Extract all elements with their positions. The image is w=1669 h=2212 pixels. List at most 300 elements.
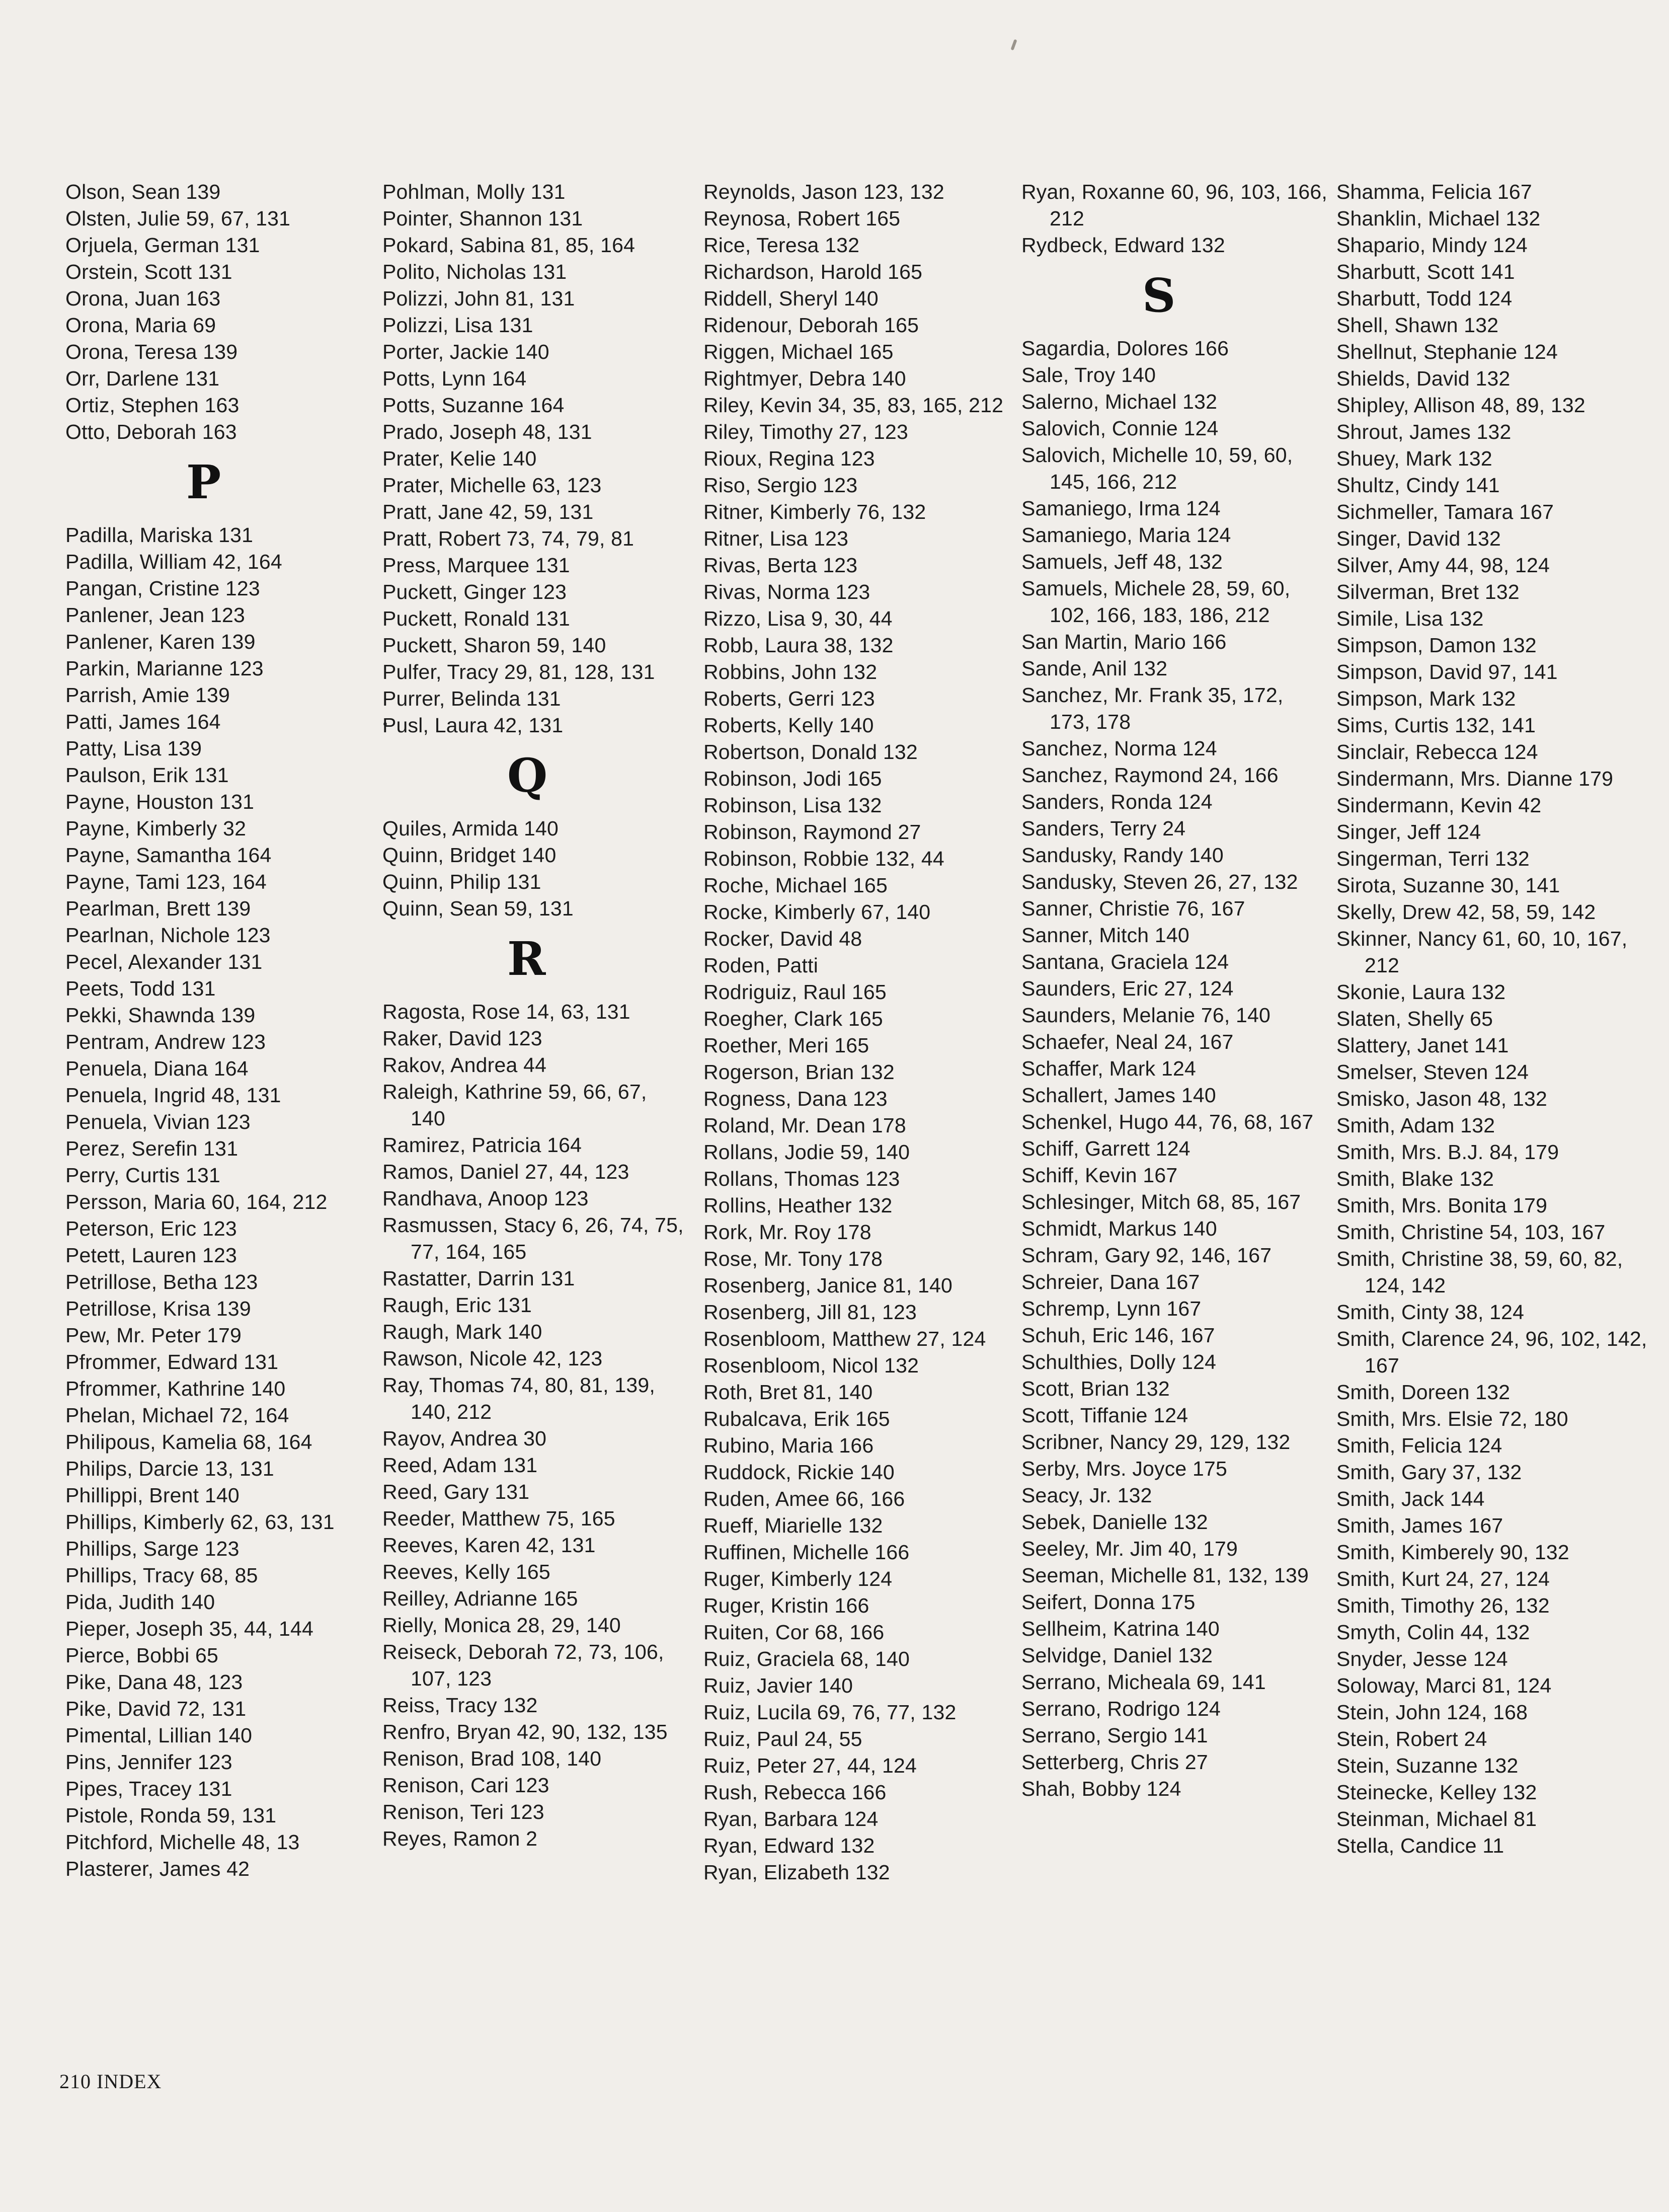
index-entry: Sims, Curtis 132, 141 xyxy=(1336,714,1536,737)
index-entry: Ruden, Amee 66, 166 xyxy=(703,1487,905,1510)
index-entry: Snyder, Jesse 124 xyxy=(1336,1647,1508,1670)
index-entry: Samuels, Michele 28, 59, 60, 102, 166, 183, 186, 212 xyxy=(1021,577,1291,627)
index-entry: Sharbutt, Todd 124 xyxy=(1336,287,1513,310)
index-entry: Pentram, Andrew 123 xyxy=(65,1030,266,1053)
index-entry: Roberts, Kelly 140 xyxy=(703,714,874,737)
index-entry: Riddell, Sheryl 140 xyxy=(703,287,879,310)
index-entry: Ragosta, Rose 14, 63, 131 xyxy=(382,1000,630,1023)
index-column-5 xyxy=(1336,179,1648,1859)
index-column-2 xyxy=(382,179,684,1852)
index-entry: Smith, Mrs. B.J. 84, 179 xyxy=(1336,1140,1559,1164)
index-entry: Shrout, James 132 xyxy=(1336,420,1512,443)
index-entry: Roether, Meri 165 xyxy=(703,1034,869,1057)
index-entry: Ramirez, Patricia 164 xyxy=(382,1133,582,1157)
section-letter: S xyxy=(1142,268,1176,323)
index-entry: Plasterer, James 42 xyxy=(65,1857,250,1880)
index-entry: Quinn, Bridget 140 xyxy=(382,844,557,867)
index-entry: Pointer, Shannon 131 xyxy=(382,207,583,230)
index-entry: Patti, James 164 xyxy=(65,710,221,733)
index-entry: Payne, Kimberly 32 xyxy=(65,817,247,840)
index-entry: Scribner, Nancy 29, 129, 132 xyxy=(1021,1430,1291,1454)
index-entry: Ramos, Daniel 27, 44, 123 xyxy=(382,1160,629,1183)
index-entry: Simpson, Mark 132 xyxy=(1336,687,1516,710)
index-entry: Pimental, Lillian 140 xyxy=(65,1724,253,1747)
index-entry: Reynosa, Robert 165 xyxy=(703,207,901,230)
index-entry: Puckett, Sharon 59, 140 xyxy=(382,634,606,657)
index-entry: Shah, Bobby 124 xyxy=(1021,1777,1181,1800)
index-entry: Paulson, Erik 131 xyxy=(65,764,229,787)
index-entry: Silverman, Bret 132 xyxy=(1336,580,1520,603)
index-entry: Slaten, Shelly 65 xyxy=(1336,1007,1493,1030)
index-entry: Ruiz, Javier 140 xyxy=(703,1674,853,1697)
index-entry: Steinman, Michael 81 xyxy=(1336,1807,1537,1830)
index-entry: Rayov, Andrea 30 xyxy=(382,1427,547,1450)
index-entry: Rioux, Regina 123 xyxy=(703,447,875,470)
index-entry: Sirota, Suzanne 30, 141 xyxy=(1336,874,1560,897)
index-entry: Rakov, Andrea 44 xyxy=(382,1053,547,1077)
index-entry: Seacy, Jr. 132 xyxy=(1021,1484,1152,1507)
index-entry: Persson, Maria 60, 164, 212 xyxy=(65,1190,328,1213)
index-entry: Olsten, Julie 59, 67, 131 xyxy=(65,207,291,230)
index-entry: Rawson, Nicole 42, 123 xyxy=(382,1347,603,1370)
index-entry: Petett, Lauren 123 xyxy=(65,1244,237,1267)
index-entry: Payne, Tami 123, 164 xyxy=(65,870,267,893)
index-entry: Rocke, Kimberly 67, 140 xyxy=(703,900,931,924)
index-entry: Rielly, Monica 28, 29, 140 xyxy=(382,1614,621,1637)
index-entry: Santana, Graciela 124 xyxy=(1021,950,1229,973)
index-entry: Orona, Juan 163 xyxy=(65,287,221,310)
index-entry: Phillippi, Brent 140 xyxy=(65,1484,240,1507)
index-entry: Shellnut, Stephanie 124 xyxy=(1336,340,1558,363)
index-entry: Slattery, Janet 141 xyxy=(1336,1034,1509,1057)
index-entry: Ryan, Barbara 124 xyxy=(703,1807,879,1830)
section-letter: Q xyxy=(507,748,548,803)
index-entry: Polito, Nicholas 131 xyxy=(382,260,567,283)
index-entry: Ruiz, Graciela 68, 140 xyxy=(703,1647,910,1670)
index-entry: Ruiz, Peter 27, 44, 124 xyxy=(703,1754,917,1777)
index-entry: Schuh, Eric 146, 167 xyxy=(1021,1324,1215,1347)
index-entry: Singer, David 132 xyxy=(1336,527,1501,550)
index-entry: Ruger, Kimberly 124 xyxy=(703,1567,893,1590)
index-entry: Peets, Todd 131 xyxy=(65,977,216,1000)
index-entry: Payne, Houston 131 xyxy=(65,790,255,813)
index-entry: Rodriguiz, Raul 165 xyxy=(703,980,887,1004)
index-entry: Rivas, Berta 123 xyxy=(703,554,858,577)
index-entry: Reilley, Adrianne 165 xyxy=(382,1587,578,1610)
index-entry: Sanchez, Raymond 24, 166 xyxy=(1021,764,1279,787)
index-entry: Shultz, Cindy 141 xyxy=(1336,474,1500,497)
index-entry: Rubino, Maria 166 xyxy=(703,1434,874,1457)
index-entry: Rogness, Dana 123 xyxy=(703,1087,888,1110)
index-entry: Smith, Kurt 24, 27, 124 xyxy=(1336,1567,1550,1590)
index-entry: Philips, Darcie 13, 131 xyxy=(65,1457,274,1480)
index-entry: Penuela, Diana 164 xyxy=(65,1057,249,1080)
index-entry: Simile, Lisa 132 xyxy=(1336,607,1484,630)
section-letter: P xyxy=(186,455,221,509)
index-entry: Reiss, Tracy 132 xyxy=(382,1694,538,1717)
index-entry: Saunders, Eric 27, 124 xyxy=(1021,977,1234,1000)
index-entry: Reeves, Kelly 165 xyxy=(382,1560,550,1583)
index-entry: Pike, David 72, 131 xyxy=(65,1697,247,1720)
index-entry: Robb, Laura 38, 132 xyxy=(703,634,894,657)
index-entry: Rosenberg, Janice 81, 140 xyxy=(703,1274,953,1297)
index-entry: Samuels, Jeff 48, 132 xyxy=(1021,550,1223,573)
index-entry: Sagardia, Dolores 166 xyxy=(1021,337,1229,360)
index-entry: Roberts, Gerri 123 xyxy=(703,687,875,710)
index-entry: Stein, John 124, 168 xyxy=(1336,1701,1528,1724)
index-entry: Renison, Teri 123 xyxy=(382,1800,544,1823)
index-entry: Schram, Gary 92, 146, 167 xyxy=(1021,1244,1272,1267)
index-entry: Pitchford, Michelle 48, 13 xyxy=(65,1830,300,1854)
index-entry: Reynolds, Jason 123, 132 xyxy=(703,180,944,203)
index-entry: Raugh, Mark 140 xyxy=(382,1320,542,1343)
index-entry: Penuela, Ingrid 48, 131 xyxy=(65,1084,281,1107)
index-entry: Rice, Teresa 132 xyxy=(703,234,860,257)
index-entry: Rogerson, Brian 132 xyxy=(703,1060,895,1084)
index-entry: Schremp, Lynn 167 xyxy=(1021,1297,1202,1320)
index-entry: Schallert, James 140 xyxy=(1021,1084,1216,1107)
index-column-4 xyxy=(1021,179,1328,1802)
index-entry: Richardson, Harold 165 xyxy=(703,260,923,283)
index-entry: Rydbeck, Edward 132 xyxy=(1021,234,1225,257)
index-entry: Reyes, Ramon 2 xyxy=(382,1827,538,1850)
index-entry: Rivas, Norma 123 xyxy=(703,580,870,603)
index-entry: Robinson, Robbie 132, 44 xyxy=(703,847,944,870)
index-entry: Simpson, Damon 132 xyxy=(1336,634,1537,657)
index-entry: Smith, Jack 144 xyxy=(1336,1487,1485,1510)
index-entry: Peterson, Eric 123 xyxy=(65,1217,237,1240)
index-entry: Phillips, Tracy 68, 85 xyxy=(65,1564,258,1587)
index-entry: Ruffinen, Michelle 166 xyxy=(703,1541,910,1564)
index-entry: Rizzo, Lisa 9, 30, 44 xyxy=(703,607,893,630)
index-entry: Serrano, Rodrigo 124 xyxy=(1021,1697,1221,1720)
index-entry: Press, Marquee 131 xyxy=(382,554,570,577)
index-entry: Schaffer, Mark 124 xyxy=(1021,1057,1196,1080)
index-entry: Smyth, Colin 44, 132 xyxy=(1336,1621,1530,1644)
index-entry: Seeley, Mr. Jim 40, 179 xyxy=(1021,1537,1238,1560)
index-entry: Roland, Mr. Dean 178 xyxy=(703,1114,906,1137)
index-entry: Ritner, Lisa 123 xyxy=(703,527,849,550)
index-entry: Reed, Adam 131 xyxy=(382,1454,538,1477)
index-entry: Raugh, Eric 131 xyxy=(382,1293,532,1317)
index-entry: Riggen, Michael 165 xyxy=(703,340,894,363)
index-entry: Serrano, Sergio 141 xyxy=(1021,1724,1208,1747)
index-entry: Payne, Samantha 164 xyxy=(65,844,272,867)
index-entry: Phillips, Sarge 123 xyxy=(65,1537,240,1560)
index-entry: Reiseck, Deborah 72, 73, 106, 107, 123 xyxy=(382,1640,664,1690)
index-entry: Simpson, David 97, 141 xyxy=(1336,660,1558,683)
index-entry: Ray, Thomas 74, 80, 81, 139, 140, 212 xyxy=(382,1374,655,1423)
index-entry: Pangan, Cristine 123 xyxy=(65,577,260,600)
index-entry: Ruiz, Lucila 69, 76, 77, 132 xyxy=(703,1701,957,1724)
index-entry: Pfrommer, Edward 131 xyxy=(65,1350,279,1374)
index-entry: Sanders, Terry 24 xyxy=(1021,817,1186,840)
index-entry: Stella, Candice 11 xyxy=(1336,1834,1504,1857)
index-entry: Petrillose, Betha 123 xyxy=(65,1270,258,1293)
index-entry: Pistole, Ronda 59, 131 xyxy=(65,1804,277,1827)
index-entry: Roche, Michael 165 xyxy=(703,874,888,897)
index-entry: Orjuela, German 131 xyxy=(65,234,260,257)
index-entry: Riso, Sergio 123 xyxy=(703,474,858,497)
index-entry: Soloway, Marci 81, 124 xyxy=(1336,1674,1552,1697)
index-entry: Steinecke, Kelley 132 xyxy=(1336,1781,1537,1804)
index-entry: Schulthies, Dolly 124 xyxy=(1021,1350,1217,1374)
index-entry: Reeves, Karen 42, 131 xyxy=(382,1534,596,1557)
index-entry: Ritner, Kimberly 76, 132 xyxy=(703,500,926,523)
index-entry: Polizzi, John 81, 131 xyxy=(382,287,575,310)
index-entry: Phillips, Kimberly 62, 63, 131 xyxy=(65,1510,335,1534)
index-entry: Smith, Timothy 26, 132 xyxy=(1336,1594,1550,1617)
index-entry: Sanders, Ronda 124 xyxy=(1021,790,1213,813)
index-entry: Smith, Mrs. Bonita 179 xyxy=(1336,1194,1548,1217)
index-column-3 xyxy=(703,179,1015,1886)
index-entry: Pierce, Bobbi 65 xyxy=(65,1644,219,1667)
index-entry: Singerman, Terri 132 xyxy=(1336,847,1530,870)
index-entry: Smith, Mrs. Elsie 72, 180 xyxy=(1336,1407,1568,1430)
index-entry: Schenkel, Hugo 44, 76, 68, 167 xyxy=(1021,1110,1314,1133)
index-entry: Pew, Mr. Peter 179 xyxy=(65,1324,242,1347)
index-entry: Shipley, Allison 48, 89, 132 xyxy=(1336,394,1585,417)
index-entry: Skinner, Nancy 61, 60, 10, 167, 212 xyxy=(1336,927,1628,977)
index-entry: Skonie, Laura 132 xyxy=(1336,980,1506,1004)
index-entry: Rollins, Heather 132 xyxy=(703,1194,893,1217)
index-entry: Rollans, Thomas 123 xyxy=(703,1167,900,1190)
index-entry: Smith, Blake 132 xyxy=(1336,1167,1494,1190)
index-entry: Reeder, Matthew 75, 165 xyxy=(382,1507,615,1530)
index-entry: Renison, Brad 108, 140 xyxy=(382,1747,602,1770)
index-entry: Scott, Brian 132 xyxy=(1021,1377,1170,1400)
index-entry: Orr, Darlene 131 xyxy=(65,367,220,390)
index-entry: Roth, Bret 81, 140 xyxy=(703,1381,873,1404)
index-entry: Skelly, Drew 42, 58, 59, 142 xyxy=(1336,900,1596,924)
index-entry: Setterberg, Chris 27 xyxy=(1021,1750,1208,1774)
index-entry: Seeman, Michelle 81, 132, 139 xyxy=(1021,1564,1309,1587)
index-entry: Singer, Jeff 124 xyxy=(1336,820,1481,844)
index-entry: Sindermann, Mrs. Dianne 179 xyxy=(1336,767,1614,790)
index-entry: Purrer, Belinda 131 xyxy=(382,687,561,710)
index-entry: Raleigh, Kathrine 59, 66, 67, 140 xyxy=(382,1080,647,1130)
index-entry: Robinson, Jodi 165 xyxy=(703,767,882,790)
index-entry: Pecel, Alexander 131 xyxy=(65,950,263,973)
index-entry: Robinson, Lisa 132 xyxy=(703,794,882,817)
index-entry: Robbins, John 132 xyxy=(703,660,878,683)
index-entry: Smith, Adam 132 xyxy=(1336,1114,1495,1137)
index-entry: Smith, Clarence 24, 96, 102, 142, 167 xyxy=(1336,1327,1647,1377)
index-entry: Seifert, Donna 175 xyxy=(1021,1590,1196,1614)
index-entry: Pokard, Sabina 81, 85, 164 xyxy=(382,234,635,257)
index-entry: Serby, Mrs. Joyce 175 xyxy=(1021,1457,1228,1480)
index-entry: Sharbutt, Scott 141 xyxy=(1336,260,1515,283)
index-entry: Sandusky, Randy 140 xyxy=(1021,844,1224,867)
index-entry: Ridenour, Deborah 165 xyxy=(703,314,919,337)
index-entry: Potts, Suzanne 164 xyxy=(382,394,565,417)
index-entry: Ryan, Elizabeth 132 xyxy=(703,1861,890,1884)
index-entry: Shamma, Felicia 167 xyxy=(1336,180,1532,203)
index-entry: Pratt, Robert 73, 74, 79, 81 xyxy=(382,527,634,550)
index-entry: Smith, Doreen 132 xyxy=(1336,1381,1511,1404)
index-entry: Petrillose, Krisa 139 xyxy=(65,1297,251,1320)
index-entry: Puckett, Ginger 123 xyxy=(382,580,567,603)
index-entry: Renison, Cari 123 xyxy=(382,1774,549,1797)
index-entry: Prater, Kelie 140 xyxy=(382,447,537,470)
index-entry: Schmidt, Markus 140 xyxy=(1021,1217,1217,1240)
index-entry: Selvidge, Daniel 132 xyxy=(1021,1644,1213,1667)
index-entry: Porter, Jackie 140 xyxy=(382,340,549,363)
index-entry: Smisko, Jason 48, 132 xyxy=(1336,1087,1547,1110)
index-entry: Roden, Patti xyxy=(703,954,819,977)
index-entry: Sinclair, Rebecca 124 xyxy=(1336,740,1538,764)
index-entry: Smelser, Steven 124 xyxy=(1336,1060,1529,1084)
index-entry: Patty, Lisa 139 xyxy=(65,737,202,760)
index-entry: Shapario, Mindy 124 xyxy=(1336,234,1528,257)
index-entry: Rastatter, Darrin 131 xyxy=(382,1267,575,1290)
index-entry: Smith, Christine 38, 59, 60, 82, 124, 142 xyxy=(1336,1247,1623,1297)
index-column-1 xyxy=(65,179,347,1882)
index-entry: Smith, James 167 xyxy=(1336,1514,1503,1537)
index-entry: Sandusky, Steven 26, 27, 132 xyxy=(1021,870,1298,893)
index-entry: Pida, Judith 140 xyxy=(65,1590,215,1614)
index-entry: Padilla, William 42, 164 xyxy=(65,550,282,573)
index-entry: Schaefer, Neal 24, 167 xyxy=(1021,1030,1234,1053)
index-entry: Salovich, Connie 124 xyxy=(1021,417,1219,440)
index-entry: Rubalcava, Erik 165 xyxy=(703,1407,890,1430)
index-entry: Shanklin, Michael 132 xyxy=(1336,207,1541,230)
index-entry: Rollans, Jodie 59, 140 xyxy=(703,1140,910,1164)
index-entry: Schreier, Dana 167 xyxy=(1021,1270,1200,1293)
index-entry: Shuey, Mark 132 xyxy=(1336,447,1492,470)
index-entry: Pratt, Jane 42, 59, 131 xyxy=(382,500,594,523)
index-entry: Rose, Mr. Tony 178 xyxy=(703,1247,883,1270)
index-entry: Phelan, Michael 72, 164 xyxy=(65,1404,289,1427)
index-entry: Pieper, Joseph 35, 44, 144 xyxy=(65,1617,314,1640)
index-entry: Pfrommer, Kathrine 140 xyxy=(65,1377,286,1400)
index-entry: Smith, Christine 54, 103, 167 xyxy=(1336,1221,1606,1244)
index-entry: Pipes, Tracey 131 xyxy=(65,1777,232,1800)
index-entry: Serrano, Micheala 69, 141 xyxy=(1021,1670,1266,1694)
index-entry: Saunders, Melanie 76, 140 xyxy=(1021,1004,1271,1027)
index-entry: Rosenbloom, Nicol 132 xyxy=(703,1354,919,1377)
index-entry: Raker, David 123 xyxy=(382,1027,542,1050)
index-entry: Schiff, Garrett 124 xyxy=(1021,1137,1190,1160)
index-entry: Sanner, Christie 76, 167 xyxy=(1021,897,1245,920)
index-entry: Renfro, Bryan 42, 90, 132, 135 xyxy=(382,1720,668,1743)
index-entry: Robertson, Donald 132 xyxy=(703,740,918,764)
index-entry: Rork, Mr. Roy 178 xyxy=(703,1221,871,1244)
index-entry: Stein, Suzanne 132 xyxy=(1336,1754,1519,1777)
index-entry: Perry, Curtis 131 xyxy=(65,1164,220,1187)
index-entry: Orstein, Scott 131 xyxy=(65,260,232,283)
index-entry: Sindermann, Kevin 42 xyxy=(1336,794,1542,817)
index-entry: Shields, David 132 xyxy=(1336,367,1511,390)
index-entry: Rosenbloom, Matthew 27, 124 xyxy=(703,1327,986,1350)
index-entry: Ruger, Kristin 166 xyxy=(703,1594,869,1617)
index-entry: Sellheim, Katrina 140 xyxy=(1021,1617,1220,1640)
paper-speck xyxy=(1010,39,1017,51)
index-entry: Philipous, Kamelia 68, 164 xyxy=(65,1430,312,1454)
index-entry: Shell, Shawn 132 xyxy=(1336,314,1499,337)
index-entry: Prado, Joseph 48, 131 xyxy=(382,420,592,443)
index-entry: Sebek, Danielle 132 xyxy=(1021,1510,1208,1534)
index-entry: Parkin, Marianne 123 xyxy=(65,657,264,680)
index-entry: Parrish, Amie 139 xyxy=(65,683,230,707)
index-entry: Riley, Kevin 34, 35, 83, 165, 212 xyxy=(703,394,1004,417)
index-entry: Pekki, Shawnda 139 xyxy=(65,1004,256,1027)
index-entry: Quinn, Sean 59, 131 xyxy=(382,897,574,920)
index-entry: Reed, Gary 131 xyxy=(382,1480,530,1503)
index-entry: Rocker, David 48 xyxy=(703,927,862,950)
index-entry: Rightmyer, Debra 140 xyxy=(703,367,906,390)
index-entry: Prater, Michelle 63, 123 xyxy=(382,474,602,497)
index-entry: Ryan, Roxanne 60, 96, 103, 166, 212 xyxy=(1021,180,1327,230)
index-entry: Robinson, Raymond 27 xyxy=(703,820,921,844)
index-entry: Schlesinger, Mitch 68, 85, 167 xyxy=(1021,1190,1301,1213)
index-entry: Pohlman, Molly 131 xyxy=(382,180,566,203)
index-entry: Pearlnan, Nichole 123 xyxy=(65,924,271,947)
page-footer: 210 INDEX xyxy=(59,2070,162,2093)
index-entry: Rueff, Miarielle 132 xyxy=(703,1514,883,1537)
index-entry: Pins, Jennifer 123 xyxy=(65,1750,232,1774)
index-entry: Polizzi, Lisa 131 xyxy=(382,314,533,337)
index-entry: Puckett, Ronald 131 xyxy=(382,607,571,630)
index-entry: Smith, Kimberely 90, 132 xyxy=(1336,1541,1569,1564)
index-entry: Smith, Gary 37, 132 xyxy=(1336,1461,1522,1484)
index-entry: Rosenberg, Jill 81, 123 xyxy=(703,1301,917,1324)
index-entry: Silver, Amy 44, 98, 124 xyxy=(1336,554,1550,577)
index-entry: Ruiten, Cor 68, 166 xyxy=(703,1621,885,1644)
index-entry: Ryan, Edward 132 xyxy=(703,1834,875,1857)
index-entry: Otto, Deborah 163 xyxy=(65,420,237,443)
index-entry: Salerno, Michael 132 xyxy=(1021,390,1218,413)
index-entry: Sande, Anil 132 xyxy=(1021,657,1168,680)
index-entry: Pulfer, Tracy 29, 81, 128, 131 xyxy=(382,660,655,683)
index-entry: Quinn, Philip 131 xyxy=(382,870,541,893)
index-entry: Smith, Felicia 124 xyxy=(1336,1434,1502,1457)
index-entry: Sale, Troy 140 xyxy=(1021,363,1156,387)
index-entry: Scott, Tiffanie 124 xyxy=(1021,1404,1188,1427)
index-entry: Sanner, Mitch 140 xyxy=(1021,924,1189,947)
index-entry: San Martin, Mario 166 xyxy=(1021,630,1227,653)
index-entry: Quiles, Armida 140 xyxy=(382,817,559,840)
index-entry: Potts, Lynn 164 xyxy=(382,367,527,390)
index-entry: Penuela, Vivian 123 xyxy=(65,1110,251,1133)
index-entry: Sanchez, Norma 124 xyxy=(1021,737,1217,760)
index-entry: Panlener, Jean 123 xyxy=(65,603,245,627)
index-entry: Rasmussen, Stacy 6, 26, 74, 75, 77, 164, 165 xyxy=(382,1213,684,1263)
index-entry: Orona, Teresa 139 xyxy=(65,340,238,363)
index-entry: Sanchez, Mr. Frank 35, 172, 173, 178 xyxy=(1021,683,1284,733)
index-entry: Orona, Maria 69 xyxy=(65,314,216,337)
index-entry: Samaniego, Irma 124 xyxy=(1021,497,1221,520)
index-entry: Salovich, Michelle 10, 59, 60, 145, 166, 212 xyxy=(1021,443,1293,493)
index-entry: Olson, Sean 139 xyxy=(65,180,221,203)
index-entry: Ortiz, Stephen 163 xyxy=(65,394,240,417)
index-entry: Stein, Robert 24 xyxy=(1336,1727,1487,1750)
index-entry: Ruddock, Rickie 140 xyxy=(703,1461,895,1484)
index-entry: Pusl, Laura 42, 131 xyxy=(382,714,564,737)
index-entry: Schiff, Kevin 167 xyxy=(1021,1164,1178,1187)
index-entry: Riley, Timothy 27, 123 xyxy=(703,420,908,443)
index-entry: Pike, Dana 48, 123 xyxy=(65,1670,243,1694)
index-entry: Samaniego, Maria 124 xyxy=(1021,523,1231,547)
index-entry: Roegher, Clark 165 xyxy=(703,1007,883,1030)
index-entry: Smith, Cinty 38, 124 xyxy=(1336,1301,1525,1324)
index-entry: Perez, Serefin 131 xyxy=(65,1137,239,1160)
index-entry: Ruiz, Paul 24, 55 xyxy=(703,1727,862,1750)
index-entry: Panlener, Karen 139 xyxy=(65,630,256,653)
index-entry: Rush, Rebecca 166 xyxy=(703,1781,887,1804)
index-entry: Randhava, Anoop 123 xyxy=(382,1187,589,1210)
section-letter: R xyxy=(507,932,546,986)
